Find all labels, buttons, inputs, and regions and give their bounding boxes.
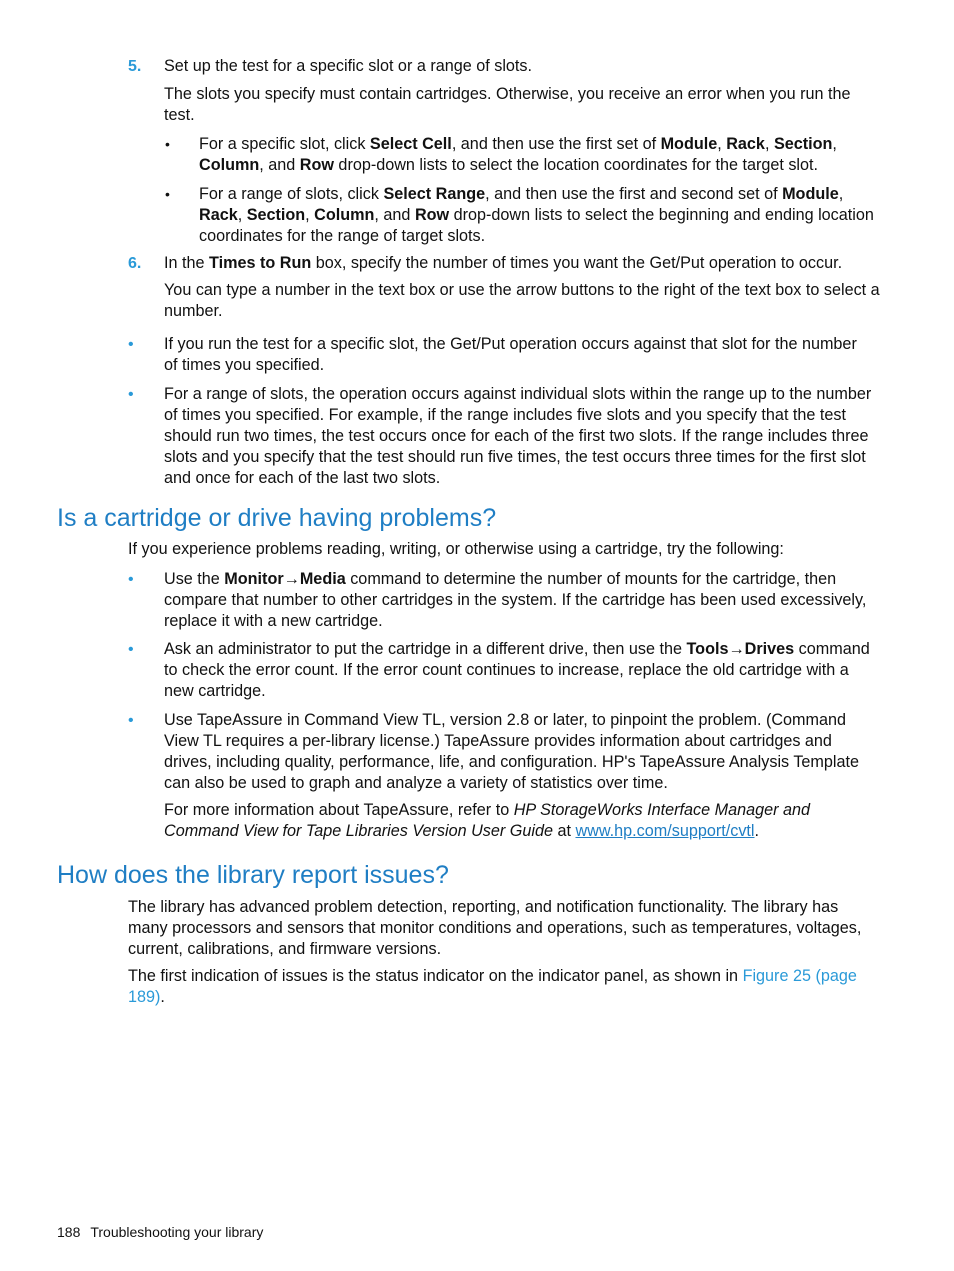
paragraph: The first indication of issues is the status indicator on the indicator panel, as shown in Figure 25 (page 189). [128,967,857,1006]
bullet-marker: • [165,186,170,202]
bullet-marker: • [128,641,134,658]
page-footer [57,1222,273,1243]
section-heading: Is a cartridge or drive having problems? [57,504,497,532]
step-5 [164,56,884,126]
step-number: 6. [128,255,142,272]
chapter-title: Troubleshooting your library [90,1224,264,1240]
bullet-marker: • [128,712,134,729]
bullet-marker: • [128,336,134,353]
list-item: For a specific slot, click Select Cell, and then use the first set of Module, Rack, Section, Column, and Row drop-down lists to select the location coordinates for the target slot. [199,135,837,174]
section-intro: If you experience problems reading, writing, or otherwise using a cartridge, try the following: [128,540,784,558]
list-item: Ask an administrator to put the cartridge in a different drive, then use the Tools→Drives command to check the error count. If the error count continues to increase, replace the old cartridge with a new cartridge. [164,640,870,700]
section-heading: How does the library report issues? [57,861,449,889]
bullet-marker: • [165,136,170,152]
figure-link[interactable]: Figure 25 (page 189) [128,967,857,1006]
list-item: For a range of slots, click Select Range, and then use the first and second set of Module, Rack, Section, Column, and Row drop-down lists to select the beginning and ending location coordinates for the range of target slots. [199,185,874,245]
page-number: 188 [57,1224,81,1240]
more-info: For more information about TapeAssure, refer to HP StorageWorks Interface Manager and Command View for Tape Libraries Version User Guide at www.hp.com/support/cvtl. [164,801,811,840]
section-body [128,897,868,1008]
bullet-marker: • [128,571,134,588]
list-item: For a range of slots, the operation occurs against individual slots within the range up to the number of times you specified. For example, if the range includes five slots and you specify that the test should run two times, the test occurs once for each of the first two slots. If the range includes three slots and you specify that the test should run five times, the test occurs three times for the first slot and once for each of the last two slots. [164,385,872,487]
step-text: Set up the test for a specific slot or a range of slots. [164,57,533,75]
bullet-marker: • [128,386,134,403]
list-item: Use the Monitor→Media command to determine the number of mounts for the cartridge, then compare that number to other cartridges in the system. If the cartridge has been used excessively, replace it with a new cartridge. [164,570,867,630]
step-note: You can type a number in the text box or use the arrow buttons to the right of the text box to select a number. [164,281,880,320]
support-link[interactable]: www.hp.com/support/cvtl [575,822,755,840]
list-item: If you run the test for a specific slot, the Get/Put operation occurs against that slot for the number of times you specified. [164,335,857,374]
list-item: Use TapeAssure in Command View TL, version 2.8 or later, to pinpoint the problem. (Command View TL requires a per-library license.) TapeAssure provides information about cartridges and drives, including quality, performance, life, and configuration. HP's TapeAssure Analysis Template can also be used to graph and analyze a variety of statistics over time. For more information about TapeAssure, refer to HP StorageWorks Interface Manager and Command View for Tape Libraries Version User Guide at www.hp.com/support/cvtl. [164,710,876,842]
step-6 [164,253,884,322]
step-note: The slots you specify must contain cartridges. Otherwise, you receive an error when you run the test. [164,85,851,124]
paragraph: The library has advanced problem detection, reporting, and notification functionality. The library has many processors and sensors that monitor conditions and operations, such as temperatures, voltages, current, calibrations, and firmware versions. [128,898,862,958]
step-number: 5. [128,58,142,75]
step-text: In the Times to Run box, specify the number of times you want the Get/Put operation to occur. [164,254,843,272]
